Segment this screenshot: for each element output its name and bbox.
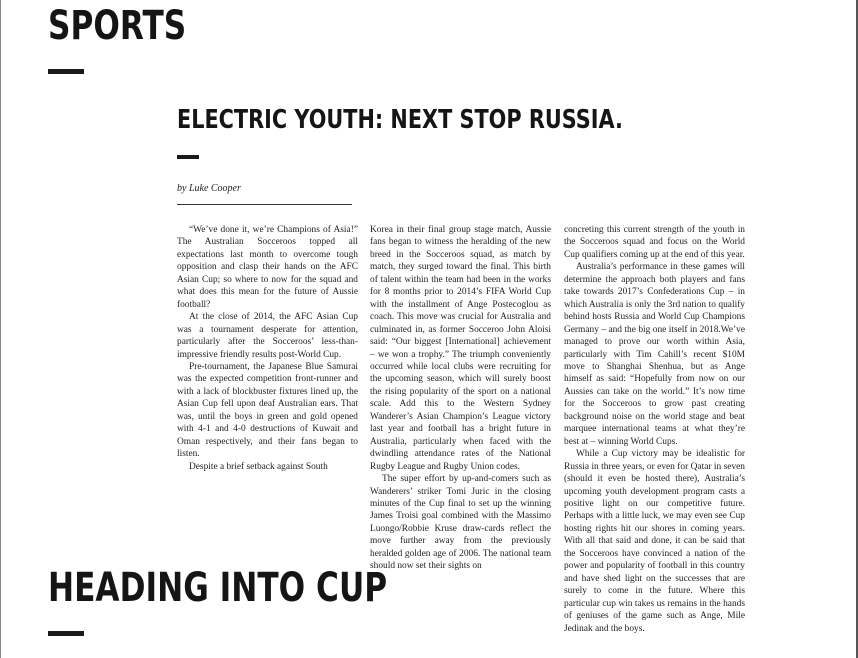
paragraph: While a Cup victory may be idealistic for Russia in three years, or even for Qatar in seven (should it even be hosted there), Australia’s upcoming youth development program casts a positive light on our competitive future. Perhaps with a little luck, we may even see Cup hosting rights hit our shores in coming years. With all that said and done, it can be said that the Socceroos have convinced a nation of the power and popularity of football in this country and have shed light on the successes that are surely to come in the future. Where this particular cup win takes us remains in the hands of geniuses of the game such as Ange, Mile Jedinak and the boys. xyxy=(564,449,745,634)
paragraph: Despite a brief setback against South xyxy=(189,461,328,472)
section-title: SPORTS xyxy=(48,3,187,49)
article-title-underline xyxy=(177,155,199,159)
article-column-3 xyxy=(564,224,745,635)
paragraph: Korea in their final group stage match, Aussie fans began to witness the heralding of the new breed in the Socceroos squad, as match by match, they surged toward the final. This birth of talent within the team had been in the works for 8 months prior to 2014’s FIFA World Cup with the installment of Ange Postecoglou as coach. This move was crucial for Australia and culminated in, as former Socceroo John Aloisi said: “Our biggest [International] achievement – we won a trophy.” The triumph conveniently occurred while local clubs were recruiting for the upcoming season, which will surely boost the rising popularity of the sport on a national scale. Add this to the Western Sydney Wanderer’s Asian Champion’s League victory last year and football has a bright future in Australia, particularly when faced with the dwindling attendance rates of the National Rugby League and Rugby Union codes. xyxy=(370,225,551,472)
paragraph: concreting this current strength of the youth in the Socceroos squad and focus on the World Cup qualifiers coming up at the end of this year. xyxy=(564,225,745,260)
article-column-2 xyxy=(370,224,551,573)
byline: by Luke Cooper xyxy=(177,183,241,194)
paragraph: Pre-tournament, the Japanese Blue Samurai was the expected competition front-runner and with a lack of blockbuster fixtures lined up, the Asian Cup fell upon deaf Australian ears. That was, until the boys in green and gold opened with 4-1 and 4-0 destructions of Kuwait and Oman respectively, and their fans began to listen. xyxy=(177,361,358,460)
paragraph: At the close of 2014, the AFC Asian Cup was a tournament desperate for attention, particularly after the Socceroos’ less-than-impressive friendly results post-World Cup. xyxy=(177,312,358,360)
page-left-border xyxy=(0,0,1,658)
bottom-section-heading: HEADING INTO CUP xyxy=(48,565,388,611)
paragraph: “We’ve done it, we’re Champions of Asia!” The Australian Socceroos topped all expectations last month to overcome tough opposition and clasp their hands on the AFC Asian Cup; so where to now for the squad and what does this mean for the future of Aussie football? xyxy=(177,225,358,310)
paragraph: The super effort by up-and-comers such as Wanderers’ striker Tomi Juric in the closing minutes of the Cup final to set up the winning James Troisi goal combined with the Massimo Luongo/Robbie Kruse draw-cards reflect the move further away from the previously heralded golden age of 2006. The national team should now set their sights on xyxy=(370,474,551,572)
article-title: ELECTRIC YOUTH: NEXT STOP RUSSIA. xyxy=(177,105,623,135)
article-column-1 xyxy=(177,224,358,473)
section-title-underline xyxy=(48,69,84,74)
bottom-heading-underline xyxy=(48,631,84,636)
byline-rule xyxy=(177,204,352,205)
paragraph: Australia’s performance in these games will determine the approach both players and fans take towards 2017’s Confederations Cup – in which Australia is only the 3rd nation to qualify behind hosts Russia and World Cup Champions Germany – and the big one itself in 2018.We’ve managed to prove our worth within Asia, particularly with Tim Cahill’s recent $10M move to Shanghai Shenhua, but as Ange himself as said: “Hopefully from now on our Aussies can take on the world.” It’s now time for the Socceroos to grow past creating background noise on the world stage and beat marquee international teams at what they’re best at – winning World Cups. xyxy=(564,262,745,447)
